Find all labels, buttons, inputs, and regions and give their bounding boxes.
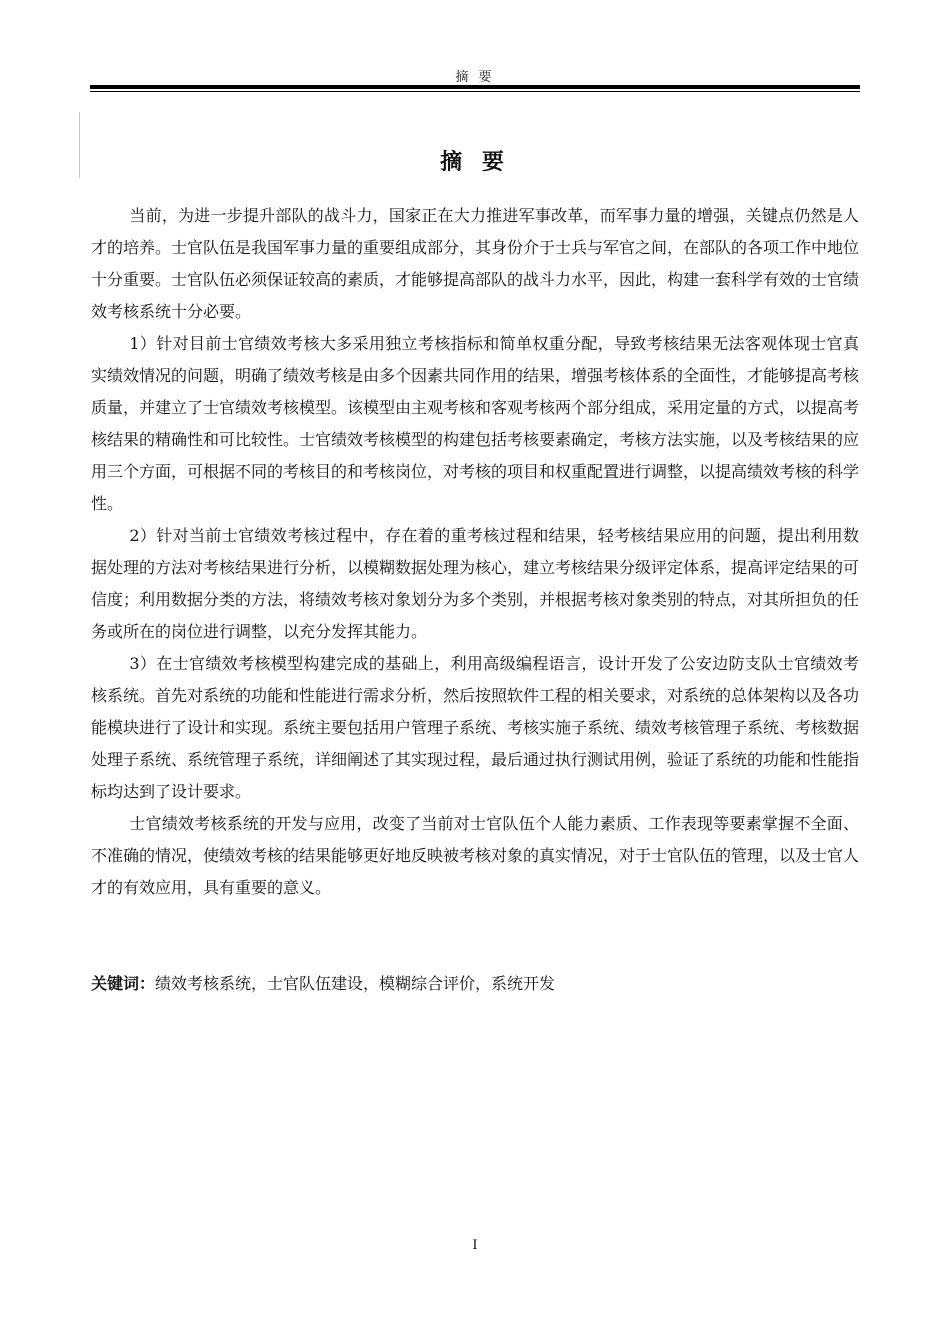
- keywords-label: 关键词：: [91, 974, 156, 993]
- keywords-text: 绩效考核系统，士官队伍建设，模糊综合评价，系统开发: [155, 974, 556, 993]
- abstract-paragraph: 2）针对当前士官绩效考核过程中，存在着的重考核过程和结果，轻考核结果应用的问题，提出利用数据处理的方法对考核结果进行分析，以模糊数据处理为核心，建立考核结果分级评定体系，提高评定结果的可信度；利用数据分类的方法，将绩效考核对象划分为多个类别，并根据考核对象类别的特点，对其所担负的任务或所在的岗位进行调整，以充分发挥其能力。: [91, 526, 860, 641]
- abstract-paragraph: 当前，为进一步提升部队的战斗力，国家正在大力推进军事改革，而军事力量的增强，关键点仍然是人才的培养。士官队伍是我国军事力量的重要组成部分，其身份介于士兵与军官之间，在部队的各项工作中地位十分重要。士官队伍必须保证较高的素质，才能够提高部队的战斗力水平，因此，构建一套科学有效的士官绩效考核系统十分必要。: [91, 206, 860, 321]
- running-header: 摘 要: [455, 70, 495, 85]
- header-rule-thick: [90, 85, 860, 89]
- abstract-paragraph: 士官绩效考核系统的开发与应用，改变了当前对士官队伍个人能力素质、工作表现等要素掌握不全面、不准确的情况，使绩效考核的结果能够更好地反映被考核对象的真实情况，对于士官队伍的管理，以及士官人才的有效应用，具有重要的意义。: [91, 814, 860, 897]
- abstract-body: [91, 200, 859, 904]
- keywords-line: [91, 970, 859, 998]
- abstract-paragraph: 3）在士官绩效考核模型构建完成的基础上，利用高级编程语言，设计开发了公安边防支队士官绩效考核系统。首先对系统的功能和性能进行需求分析，然后按照软件工程的相关要求，对系统的总体架构以及各功能模块进行了设计和实现。系统主要包括用户管理子系统、考核实施子系统、绩效考核管理子系统、考核数据处理子系统、系统管理子系统，详细阐述了其实现过程，最后通过执行测试用例，验证了系统的功能和性能指标均达到了设计要求。: [91, 654, 860, 801]
- page-number: I: [472, 1238, 478, 1253]
- header-rule-thin: [90, 91, 860, 92]
- margin-mark: [79, 112, 80, 178]
- page-title: 摘 要: [440, 150, 510, 175]
- abstract-paragraph: 1）针对目前士官绩效考核大多采用独立考核指标和简单权重分配，导致考核结果无法客观体现士官真实绩效情况的问题，明确了绩效考核是由多个因素共同作用的结果，增强考核体系的全面性，才能够提高考核质量，并建立了士官绩效考核模型。该模型由主观考核和客观考核两个部分组成，采用定量的方式，以提高考核结果的精确性和可比较性。士官绩效考核模型的构建包括考核要素确定，考核方法实施，以及考核结果的应用三个方面，可根据不同的考核目的和考核岗位，对考核的项目和权重配置进行调整，以提高绩效考核的科学性。: [91, 334, 860, 513]
